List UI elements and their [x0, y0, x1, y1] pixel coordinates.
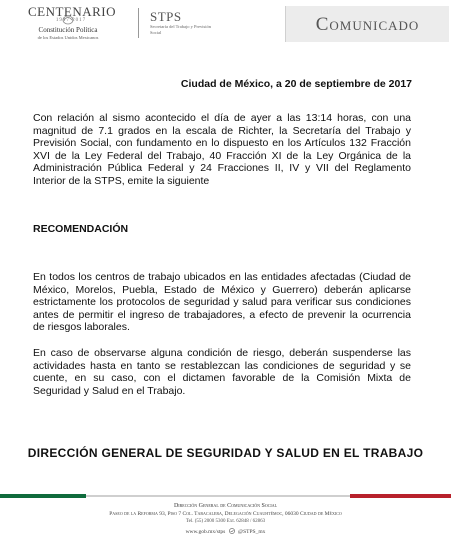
- stripe-green: [0, 494, 86, 498]
- stps-subtitle: Secretaría del Trabajo y Previsión Social: [150, 24, 211, 35]
- footer-address: Paseo de la Reforma 93, Piso 7 Col. Tabacalera, Delegación Cuauhtémoc, 06030 Ciudad de México: [109, 511, 342, 517]
- twitter-icon: [229, 528, 235, 534]
- twitter-link[interactable]: @STPS_mx: [238, 529, 266, 535]
- footer-stripe: [0, 494, 451, 499]
- website-link[interactable]: www.gob.mx/stps: [185, 529, 226, 535]
- date-line: Ciudad de México, a 20 de septiembre de 2017: [180, 78, 412, 90]
- centenario-subtitle: Constitución Política: [38, 26, 98, 34]
- stps-logo: STPS: [150, 9, 182, 24]
- footer-phone: Tel. (55) 2000 5300 Ext. 62848 / 62863: [185, 519, 266, 524]
- footer-department: Dirección General de Comunicación Social: [173, 503, 278, 509]
- header-divider: [138, 8, 139, 38]
- centenario-title: CENTENARIO: [27, 4, 117, 19]
- signature-title: DIRECCIÓN GENERAL DE SEGURIDAD Y SALUD EN EL TRABAJO: [27, 446, 424, 460]
- risk-paragraph: En caso de observarse alguna condición de riesgo, deberán suspenderse las actividades hasta en tanto se restablezcan las condiciones de seguridad y se cuente, en su caso, con el dictamen favorable de la Comisión Mixta de Seguridad y Salud en el Trabajo.: [33, 347, 411, 397]
- section-heading: RECOMENDACIÓN: [33, 223, 129, 235]
- recommendation-paragraph: En todos los centros de trabajo ubicados en las entidades afectadas (Ciudad de México, Morelos, Puebla, Estado de México y Guerrero) deberán aplicarse estrictamente los protocolos de seguridad y salud para verificar sus condiciones antes de permitir el ingreso de trabajadores, a efecto de prevenir la ocurrencia de riesgos laborales.: [33, 271, 411, 334]
- centenario-years: 1917 2017: [55, 18, 87, 23]
- centenario-subtitle-small: de los Estados Unidos Mexicanos: [37, 35, 99, 40]
- stripe-red: [350, 494, 451, 498]
- stripe-gray: [86, 495, 350, 497]
- comunicado-banner: [285, 6, 449, 42]
- footer-links: [0, 528, 451, 535]
- intro-paragraph: Con relación al sismo acontecido el día de ayer a las 13:14 horas, con una magnitud de 7.1 grados en la escala de Richter, la Secretaría del Trabajo y Previsión Social, con fundamento en lo dispuesto en los Artículos 132 Fracción XVI de la Ley Federal del Trabajo, 40 Fracción XI de la Ley Orgánica de la Administración Pública Federal y 24 Fracciones II, IV y VII del Reglamento Interior de la STPS, emite la siguiente: [33, 112, 411, 187]
- comunicado-label: Comunicado: [315, 14, 420, 35]
- document-header: [0, 0, 451, 46]
